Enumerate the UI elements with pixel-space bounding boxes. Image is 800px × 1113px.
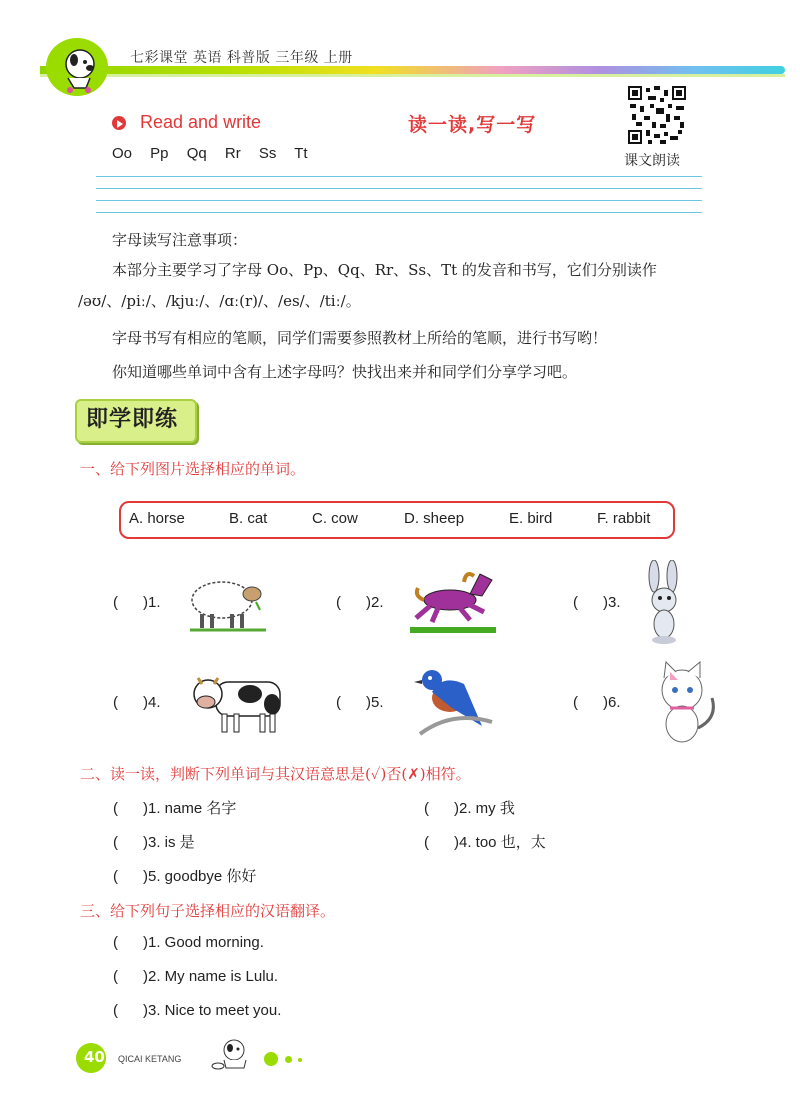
header-title: 七彩课堂 英语 科普版 三年级 上册 bbox=[130, 50, 353, 66]
footer-brand: QICAI KETANG bbox=[118, 1054, 182, 1064]
option-a: A. horse bbox=[129, 510, 185, 527]
guide-line bbox=[96, 176, 702, 177]
picture-question-5[interactable]: ( )5. bbox=[336, 694, 384, 711]
judge-question-4[interactable]: ( )4. too 也，太 bbox=[424, 834, 546, 851]
mascot-badge bbox=[46, 38, 108, 96]
translate-question-1[interactable]: ( )1. Good morning. bbox=[113, 934, 264, 951]
notes-paragraph-3: 你知道哪些单词中含有上述字母吗？快找出来并和同学们分享学习吧。 bbox=[112, 363, 578, 381]
notes-paragraph-1b: /əʊ/、/piː/、/kjuː/、/ɑː(r)/、/es/、/tiː/。 bbox=[78, 292, 361, 310]
section-1-title: 一、给下列图片选择相应的单词。 bbox=[80, 460, 306, 478]
header-bar-underline bbox=[40, 74, 785, 77]
sheep-icon bbox=[186, 570, 272, 632]
play-bullet-icon bbox=[112, 116, 126, 130]
guide-line bbox=[96, 212, 702, 213]
read-write-title-cn: 读一读,写一写 bbox=[408, 114, 537, 136]
qr-code-icon[interactable] bbox=[628, 86, 686, 144]
footer-dot-medium bbox=[285, 1056, 292, 1063]
footer-dot-large bbox=[264, 1052, 278, 1066]
section-2-title: 二、读一读，判断下列单词与其汉语意思是(✓)否(✗)相符。 bbox=[80, 765, 471, 783]
letter-list: Oo Pp Qq Rr Ss Tt bbox=[112, 145, 308, 162]
notes-paragraph-2: 字母书写有相应的笔顺，同学们需要参照教材上所给的笔顺，进行书写哟！ bbox=[112, 329, 608, 347]
judge-question-5[interactable]: ( )5. goodbye 你好 bbox=[113, 868, 257, 885]
footer-dot-small bbox=[298, 1058, 302, 1062]
judge-question-2[interactable]: ( )2. my 我 bbox=[424, 800, 515, 817]
picture-question-2[interactable]: ( )2. bbox=[336, 594, 384, 611]
notes-heading: 字母读写注意事项： bbox=[112, 231, 248, 249]
judge-question-3[interactable]: ( )3. is 是 bbox=[113, 834, 195, 851]
word-options-box bbox=[119, 501, 675, 539]
horse-icon bbox=[408, 566, 498, 634]
guide-line bbox=[96, 188, 702, 189]
cow-icon bbox=[190, 668, 286, 738]
translate-question-3[interactable]: ( )3. Nice to meet you. bbox=[113, 1002, 282, 1019]
option-e: E. bird bbox=[509, 510, 553, 527]
guide-line bbox=[96, 200, 702, 201]
cat-icon bbox=[640, 658, 724, 748]
translate-question-2[interactable]: ( )2. My name is Lulu. bbox=[113, 968, 279, 985]
option-b: B. cat bbox=[229, 510, 268, 527]
qr-code-label: 课文朗读 bbox=[624, 153, 680, 169]
option-d: D. sheep bbox=[404, 510, 465, 527]
read-write-title: Read and write bbox=[140, 112, 262, 132]
practice-tag-label: 即学即练 bbox=[86, 407, 179, 432]
rabbit-icon bbox=[640, 560, 688, 646]
notes-paragraph-1a: 本部分主要学习了字母 Oo、Pp、Qq、Rr、Ss、Tt 的发音和书写，它们分别读作 bbox=[112, 261, 657, 279]
picture-question-1[interactable]: ( )1. bbox=[113, 594, 161, 611]
page-number: 40 bbox=[84, 1048, 105, 1066]
option-f: F. rabbit bbox=[597, 510, 651, 527]
picture-question-3[interactable]: ( )3. bbox=[573, 594, 621, 611]
judge-question-1[interactable]: ( )1. name 名字 bbox=[113, 800, 237, 817]
option-c: C. cow bbox=[312, 510, 358, 527]
dog-mascot-icon bbox=[46, 38, 108, 96]
header-rainbow-bar bbox=[40, 66, 785, 74]
bird-icon bbox=[412, 662, 496, 744]
picture-question-6[interactable]: ( )6. bbox=[573, 694, 621, 711]
section-3-title: 三、给下列句子选择相应的汉语翻译。 bbox=[80, 902, 336, 920]
dog-footer-icon bbox=[210, 1036, 256, 1070]
picture-question-4[interactable]: ( )4. bbox=[113, 694, 161, 711]
